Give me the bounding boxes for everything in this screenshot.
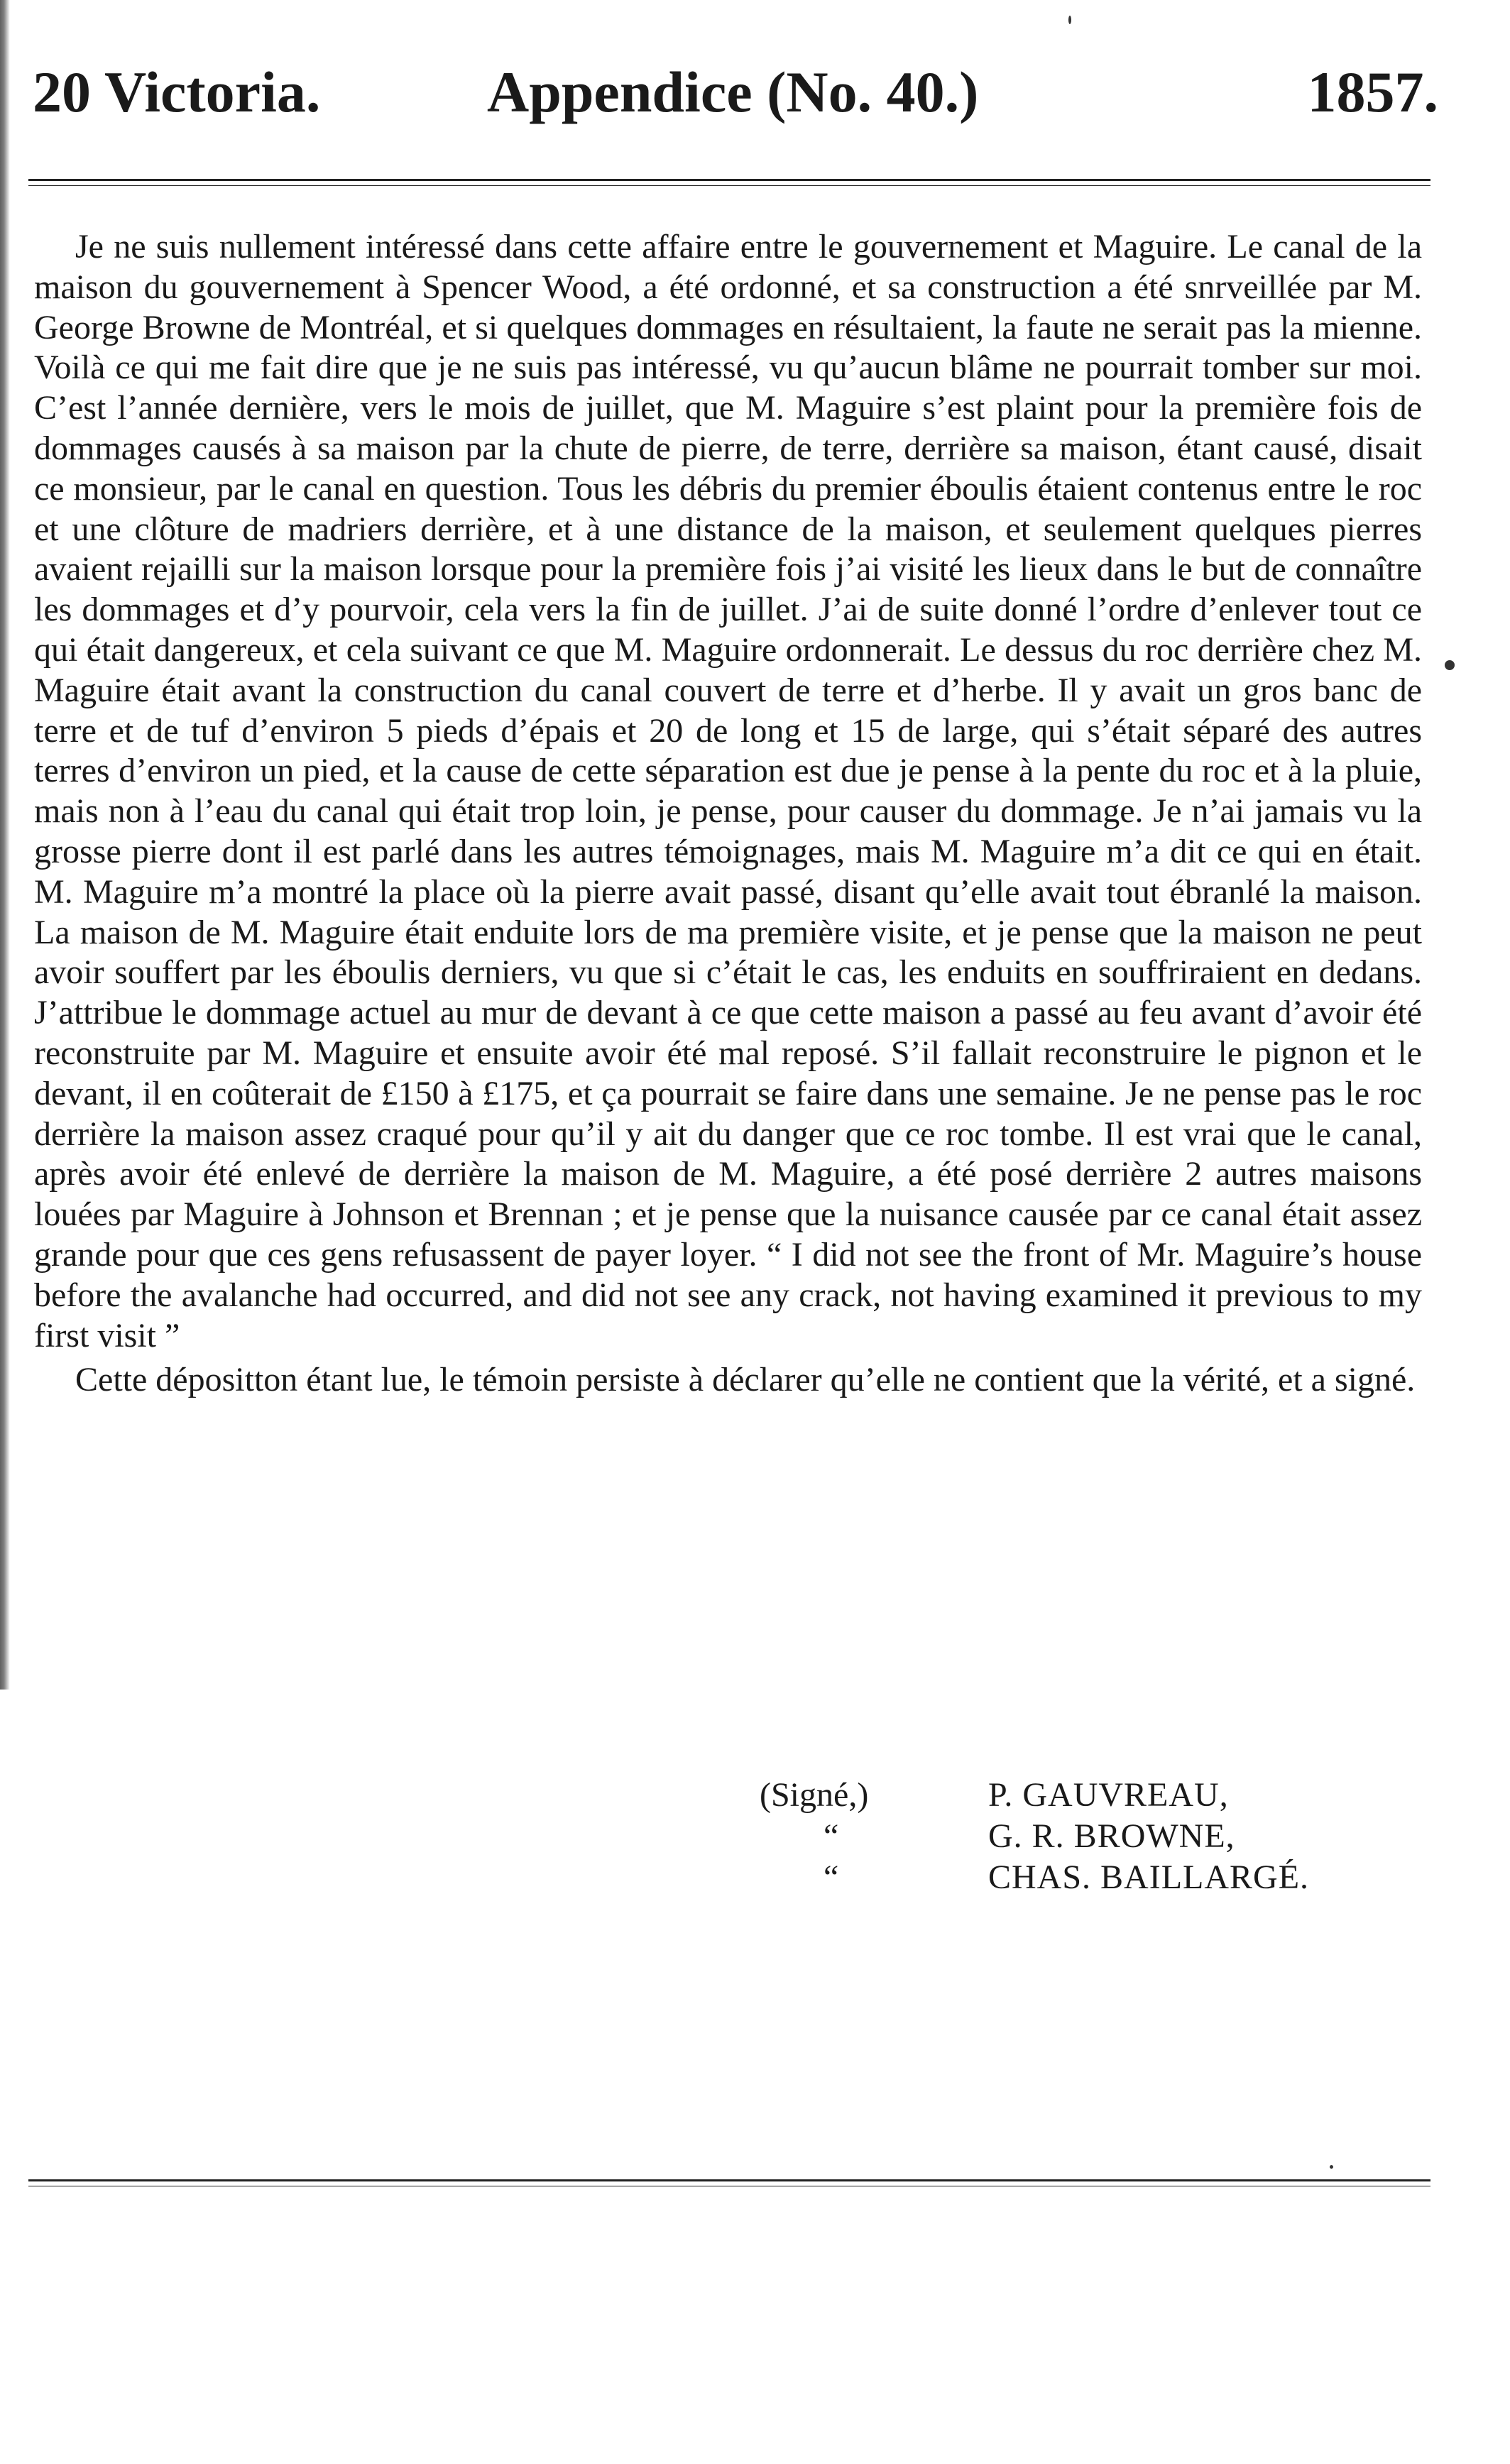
ink-speck <box>1445 660 1455 670</box>
closing-paragraph: Cette dépositton étant lue, le témoin persiste à déclarer qu’elle ne contient que la vérité, et a signé. <box>75 1361 1416 1399</box>
testimony-paragraph: Je ne suis nullement intéressé dans cette affaire entre le gouvernement et Maguire. Le canal de la maison du gouvernement à Spencer Wood, a été ordonné, et sa construction a été snrveillée par M. George Browne de Montréal, et si quelques dommages en résultaient, la faute ne serait pas la mienne. Voilà ce qui me fait dire que je ne suis pas intéressé, vu qu’aucun blâme ne pourrait tomber sur moi. C’est l’année dernière, vers le mois de juillet, que M. Maguire s’est plaint pour la première fois de dommages causés à sa maison par la chute de pierre, de terre, derrière sa maison, étant causé, disait ce monsieur, par le canal en question. Tous les débris du premier éboulis étaient contenus entre le roc et une clôture de madriers derrière, et à une distance de la maison, et seulement quelques pierres avaient rejailli sur la maison lorsque pour la première fois j’ai visité les lieux dans le but de connaître les dommages et d’y pourvoir, cela vers la fin de juillet. J’ai de suite donné l’ordre d’enlever tout ce qui était dangereux, et cela suivant ce que M. Maguire ordonnerait. Le dessus du roc derrière chez M. Maguire était avant la construction du canal couvert de terre et d’herbe. Il y avait un gros banc de terre et de tuf d’environ 5 pieds d’épais et 20 de long et 15 de large, qui s’était séparé des autres terres d’environ un pied, et la cause de cette séparation est due je pense à la pente du roc et à la pluie, mais non à l’eau du canal qui était trop loin, je pense, pour causer du dommage. Je n’ai jamais vu la grosse pierre dont il est parlé dans les autres témoignages, mais M. Maguire m’a dit ce qui en était. M. Maguire m’a montré la place où la pierre avait passé, disant qu’elle avait tout ébranlé la maison. La maison de M. Maguire était enduite lors de ma première visite, et je pense que la maison ne peut avoir souffert par les éboulis derniers, vu que si c’était le cas, les enduits en souffriraient en dedans. J’attribue le dommage actuel au mur de devant à ce que cette maison a passé au feu avant d’avoir été reconstruite par M. Maguire et ensuite avoir été mal reposé. S’il fallait reconstruire le pignon et le devant, il en coûterait de £150 à £175, et ça pourrait se faire dans une semaine. Je ne pense pas le roc derrière la maison assez craqué pour qu’il y ait du danger que ce roc tombe. Il est vrai que le canal, après avoir été enlevé de derrière la maison de M. Maguire, a été posé derrière 2 autres maisons louées par Maguire à Johnson et Brennan ; et je pense que la nuisance causée par ce canal était assez grande pour que ces gens refusassent de payer loyer. “ I did not see the front of Mr. Maguire’s house before the avalanche had occurred, and did not see any crack, not having examined it previous to my first visit ” <box>34 228 1422 1354</box>
signature-row <box>760 1857 1427 1898</box>
header-year: 1857. <box>1307 60 1438 124</box>
ditto-mark: “ <box>824 1817 839 1855</box>
ink-speck <box>1330 2165 1333 2169</box>
signature-block <box>760 1775 1427 1898</box>
page-binding-edge <box>0 0 10 1690</box>
ditto-mark: “ <box>824 1858 839 1896</box>
page-header <box>26 50 1438 135</box>
testimony-text <box>34 227 1422 1401</box>
header-session: 20 Victoria. <box>33 60 321 124</box>
footer-double-rule <box>28 2179 1430 2186</box>
signatory-name: G. R. BROWNE, <box>988 1817 1235 1855</box>
signature-row <box>760 1775 1427 1816</box>
signature-row <box>760 1816 1427 1857</box>
ink-speck <box>1068 16 1071 24</box>
signed-label: (Signé,) <box>760 1776 869 1814</box>
header-appendix: Appendice (No. 40.) <box>487 60 979 124</box>
signatory-name: CHAS. BAILLARGÉ. <box>988 1858 1310 1896</box>
header-double-rule <box>28 179 1430 186</box>
signatory-name: P. GAUVREAU, <box>988 1776 1229 1814</box>
